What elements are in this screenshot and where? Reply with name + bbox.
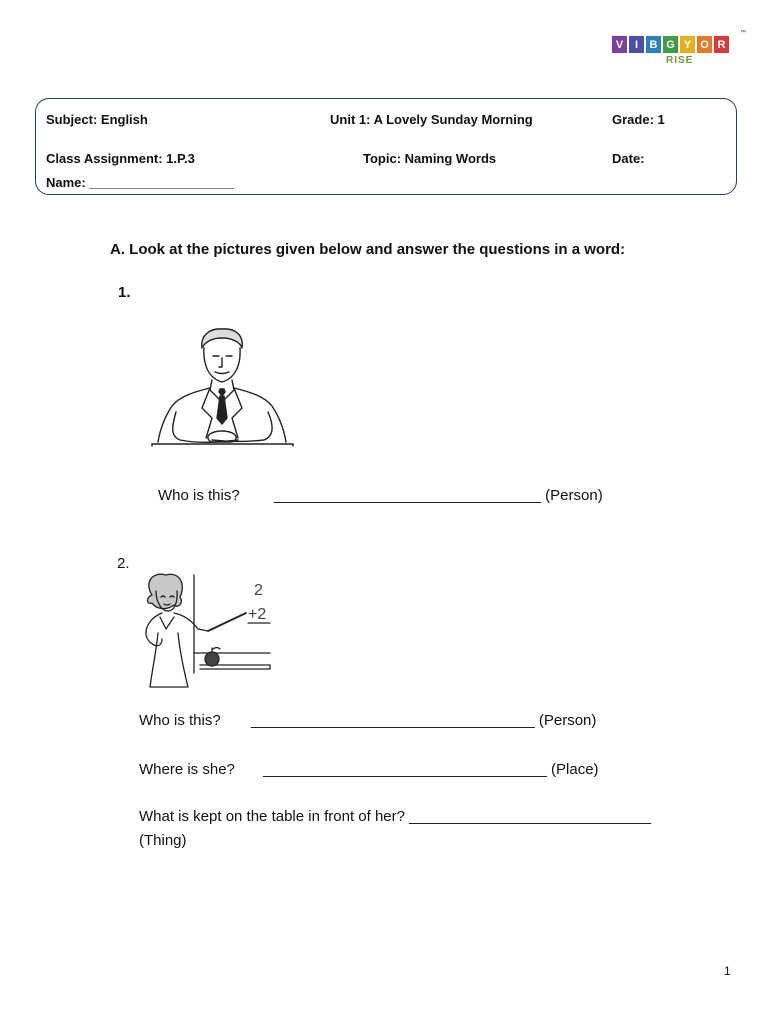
question-2c-answer-blank[interactable]: _____________________________ [409, 808, 652, 825]
svg-text:2: 2 [254, 582, 263, 599]
question-2a-hint: (Person) [538, 712, 597, 729]
logo-tagline: RISE [666, 55, 694, 66]
question-2b-hint: (Place) [551, 761, 599, 778]
question-2c-hint: (Thing) [139, 832, 187, 849]
assignment-label: Class Assignment: 1.P.3 [46, 151, 195, 166]
vibgyor-rise-logo [612, 30, 747, 72]
question-2a-answer-blank[interactable]: __________________________________ [251, 712, 535, 729]
section-a-instruction: A. Look at the pictures given below and answer the questions in a word: [110, 241, 626, 258]
question-1-number: 1. [118, 284, 131, 301]
date-field: Date: [612, 151, 645, 166]
page-number: 1 [724, 964, 731, 978]
question-2a-line [139, 712, 596, 729]
unit-label: Unit 1: A Lovely Sunday Morning [330, 112, 533, 127]
logo-letter-i: I [629, 36, 644, 53]
question-1-line [158, 487, 603, 504]
trademark-symbol: ™ [740, 30, 746, 36]
logo-letter-g: G [663, 36, 678, 53]
question-2b-line [139, 761, 599, 778]
subject-label: Subject: English [46, 112, 148, 127]
logo-letter-v: V [612, 36, 627, 53]
question-2a-text: Who is this? [139, 712, 221, 729]
svg-text:+2: +2 [248, 606, 267, 623]
man-at-desk-icon [150, 326, 295, 454]
question-2-number: 2. [117, 555, 130, 572]
question-2c-line [139, 808, 651, 825]
logo-letter-r: R [714, 36, 729, 53]
question-1-text: Who is this? [158, 487, 240, 504]
question-1-answer-blank[interactable]: ________________________________ [274, 487, 541, 504]
question-2c-text: What is kept on the table in front of her? [139, 808, 405, 825]
name-field: Name: ____________________ [46, 175, 234, 190]
teacher-at-blackboard-icon [136, 573, 276, 691]
question-1-hint: (Person) [545, 487, 603, 504]
logo-letter-b: B [646, 36, 661, 53]
grade-label: Grade: 1 [612, 112, 665, 127]
logo-letter-o: O [697, 36, 712, 53]
logo-letter-y: Y [680, 36, 695, 53]
topic-label: Topic: Naming Words [363, 151, 497, 166]
question-2b-text: Where is she? [139, 761, 235, 778]
question-2b-answer-blank[interactable]: __________________________________ [263, 761, 547, 778]
